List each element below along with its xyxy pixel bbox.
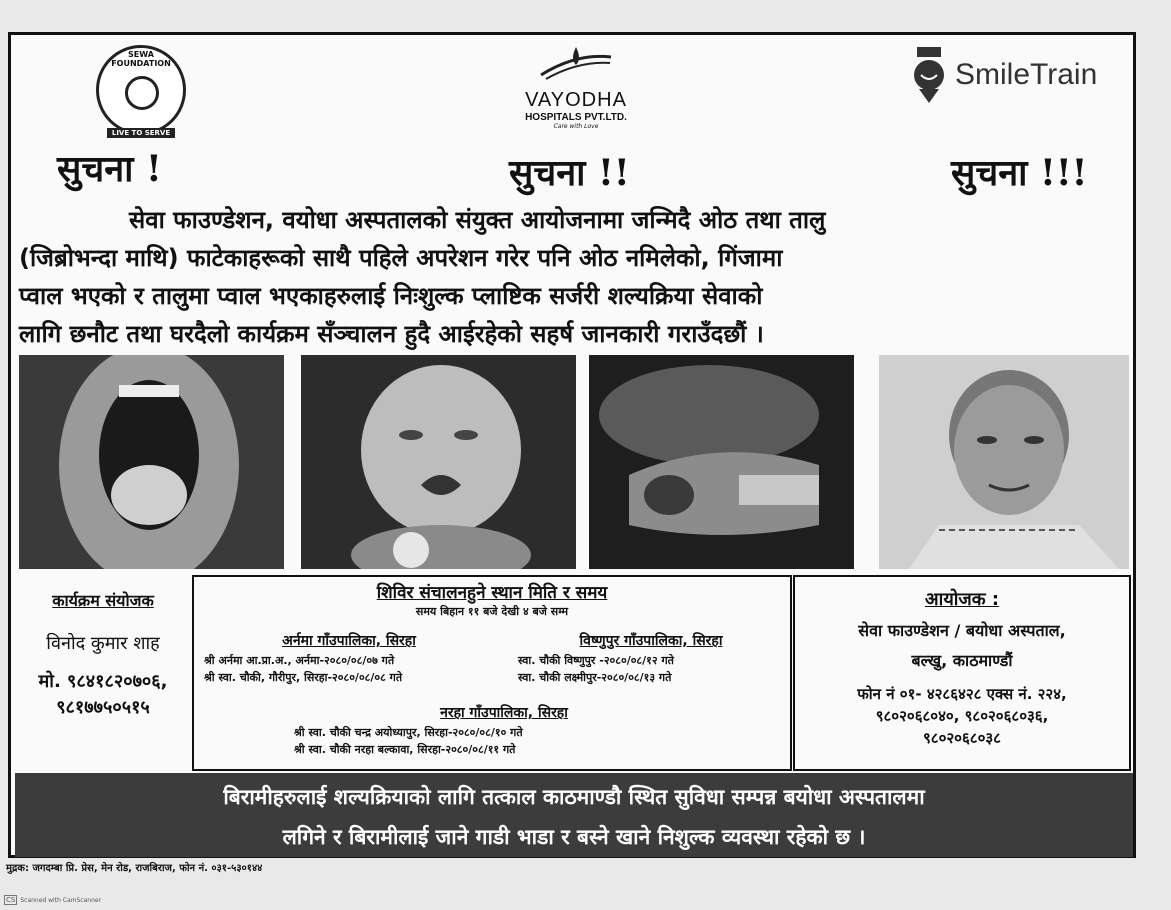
camp-site: श्री स्वा. चौकी नरहा बल्कावा, सिरहा-२०८०/०८/११ गते xyxy=(294,743,516,756)
vayodha-tagline: Care with Love xyxy=(553,123,599,130)
organizer-phones xyxy=(795,683,1129,749)
sewa-ring-text: SEWA FOUNDATION xyxy=(111,50,171,68)
municipality-block xyxy=(204,633,494,686)
organizer-address: बल्खु, काठमाण्डौं xyxy=(911,651,1013,670)
coordinator-phone: मो. ९८४१८२०७०६, xyxy=(38,671,168,692)
intro-line: प्वाल भएको र तालुमा प्वाल भएकाहरुलाई निःशुल्क प्लाष्टिक सर्जरी शल्यक्रिया सेवाको xyxy=(19,282,763,310)
notice-heading-1: सुचना ! xyxy=(57,148,162,190)
scanner-badge: CS xyxy=(6,896,16,904)
municipality-name: विष्णुपुर गाँउपालिका, सिरहा xyxy=(579,633,723,649)
municipality-block xyxy=(294,705,714,758)
coordinator-heading: कार्यक्रम संयोजक xyxy=(52,591,154,610)
sewa-emblem-icon xyxy=(96,45,186,135)
municipality-block xyxy=(518,633,784,686)
organizer-phone-line: ९८०२०६८०४०, ९८०२०६८०३६, xyxy=(875,707,1049,725)
camp-time: समय बिहान ११ बजे देखी ४ बजे सम्म xyxy=(415,605,569,618)
organizer-phone-line: ९८०२०६८०३८ xyxy=(922,729,1001,747)
notice-heading-2: सुचना !! xyxy=(509,152,630,194)
camp-heading: शिविर संचालनहुने स्थान मिति र समय xyxy=(376,583,608,603)
organizer-heading: आयोजक : xyxy=(924,589,1000,610)
sewa-banner-text: LIVE TO SERVE xyxy=(107,128,175,138)
sewa-foundation-logo xyxy=(81,45,201,135)
footer-line: बिरामीहरुलाई शल्यक्रियाको लागि तत्काल काठमाण्डौ स्थित सुविधा सम्पन्न बयोधा अस्पतालमा xyxy=(223,785,925,809)
camp-schedule-box xyxy=(192,575,792,771)
photo-baby-cleft-lip xyxy=(301,355,576,569)
organizer-name: सेवा फाउण्डेशन / बयोधा अस्पताल, xyxy=(858,621,1066,640)
vayodha-hospitals-logo xyxy=(501,43,651,130)
organizer-phone-line: फोन नं ०१- ४२८६४२८ एक्स नं. २२४, xyxy=(857,685,1067,703)
footer-line: लगिने र बिरामीलाई जाने गाडी भाडा र बस्ने खाने निशुल्क व्यवस्था रहेको छ । xyxy=(282,825,866,849)
vayodha-subtitle: HOSPITALS PVT.LTD. xyxy=(525,112,627,123)
notice-poster xyxy=(8,32,1136,858)
intro-paragraph xyxy=(19,201,1129,353)
intro-line: (जिब्रोभन्दा माथि) फाटेकाहरूको साथै पहिले अपरेशन गरेर पनि ओठ नमिलेको, गिंजामा xyxy=(19,244,783,272)
intro-line: सेवा फाउण्डेशन, वयोधा अस्पतालको संयुक्त आयोजनामा जन्मिदै ओठ तथा तालु xyxy=(129,206,826,234)
coordinator-phone-alt: ९८१७७५०५१५ xyxy=(56,697,150,718)
smile-train-face-icon xyxy=(911,45,947,105)
camp-site: श्री अर्नमा आ.प्रा.अ., अर्नमा-२०८०/०८/०७ गते xyxy=(204,654,395,667)
camp-site: स्वा. चौकी लक्ष्मीपुर-२०८०/०८/१३ गते xyxy=(518,671,672,684)
notice-heading-3: सुचना !!! xyxy=(951,152,1088,194)
coordinator-name: विनोद कुमार शाह xyxy=(46,633,160,654)
smile-train-logo xyxy=(911,45,1126,105)
footer-band xyxy=(15,773,1133,857)
camp-site: श्री स्वा. चौकी, गौरीपुर, सिरहा-२०८०/०८/०८ गते xyxy=(204,671,403,684)
photo-cleft-palate xyxy=(19,355,284,569)
program-coordinator xyxy=(17,575,189,719)
intro-line: लागि छनौट तथा घरदैलो कार्यक्रम सँञ्चालन हुदै आईरहेको सहर्ष जानकारी गराउँदछौं । xyxy=(19,320,764,348)
photo-adult-man xyxy=(879,355,1129,569)
scanner-text: Scanned with CamScanner xyxy=(20,896,102,904)
vayodha-name: VAYODHA xyxy=(525,89,627,111)
camp-site: श्री स्वा. चौकी चन्द्र अयोध्यापुर, सिरहा-२०८०/०८/१० गते xyxy=(294,726,523,739)
municipality-name: नरहा गाँउपालिका, सिरहा xyxy=(440,705,568,721)
municipality-name: अर्नमा गाँउपालिका, सिरहा xyxy=(282,633,416,649)
smile-train-name: SmileTrain xyxy=(955,58,1098,91)
sewa-core-icon xyxy=(125,76,159,110)
vayodha-swoosh-icon xyxy=(536,43,616,83)
organizer-box xyxy=(793,575,1131,771)
scanner-watermark xyxy=(4,895,101,905)
printer-credit: मुद्रक: जगदम्बा प्रि. प्रेस, मेन रोड, राजबिराज, फोन नं. ०३१-५३०१४४ xyxy=(6,863,263,874)
photo-cleft-gum xyxy=(589,355,854,569)
camp-site: स्वा. चौकी विष्णुपुर -२०८०/०८/१२ गते xyxy=(518,654,674,667)
